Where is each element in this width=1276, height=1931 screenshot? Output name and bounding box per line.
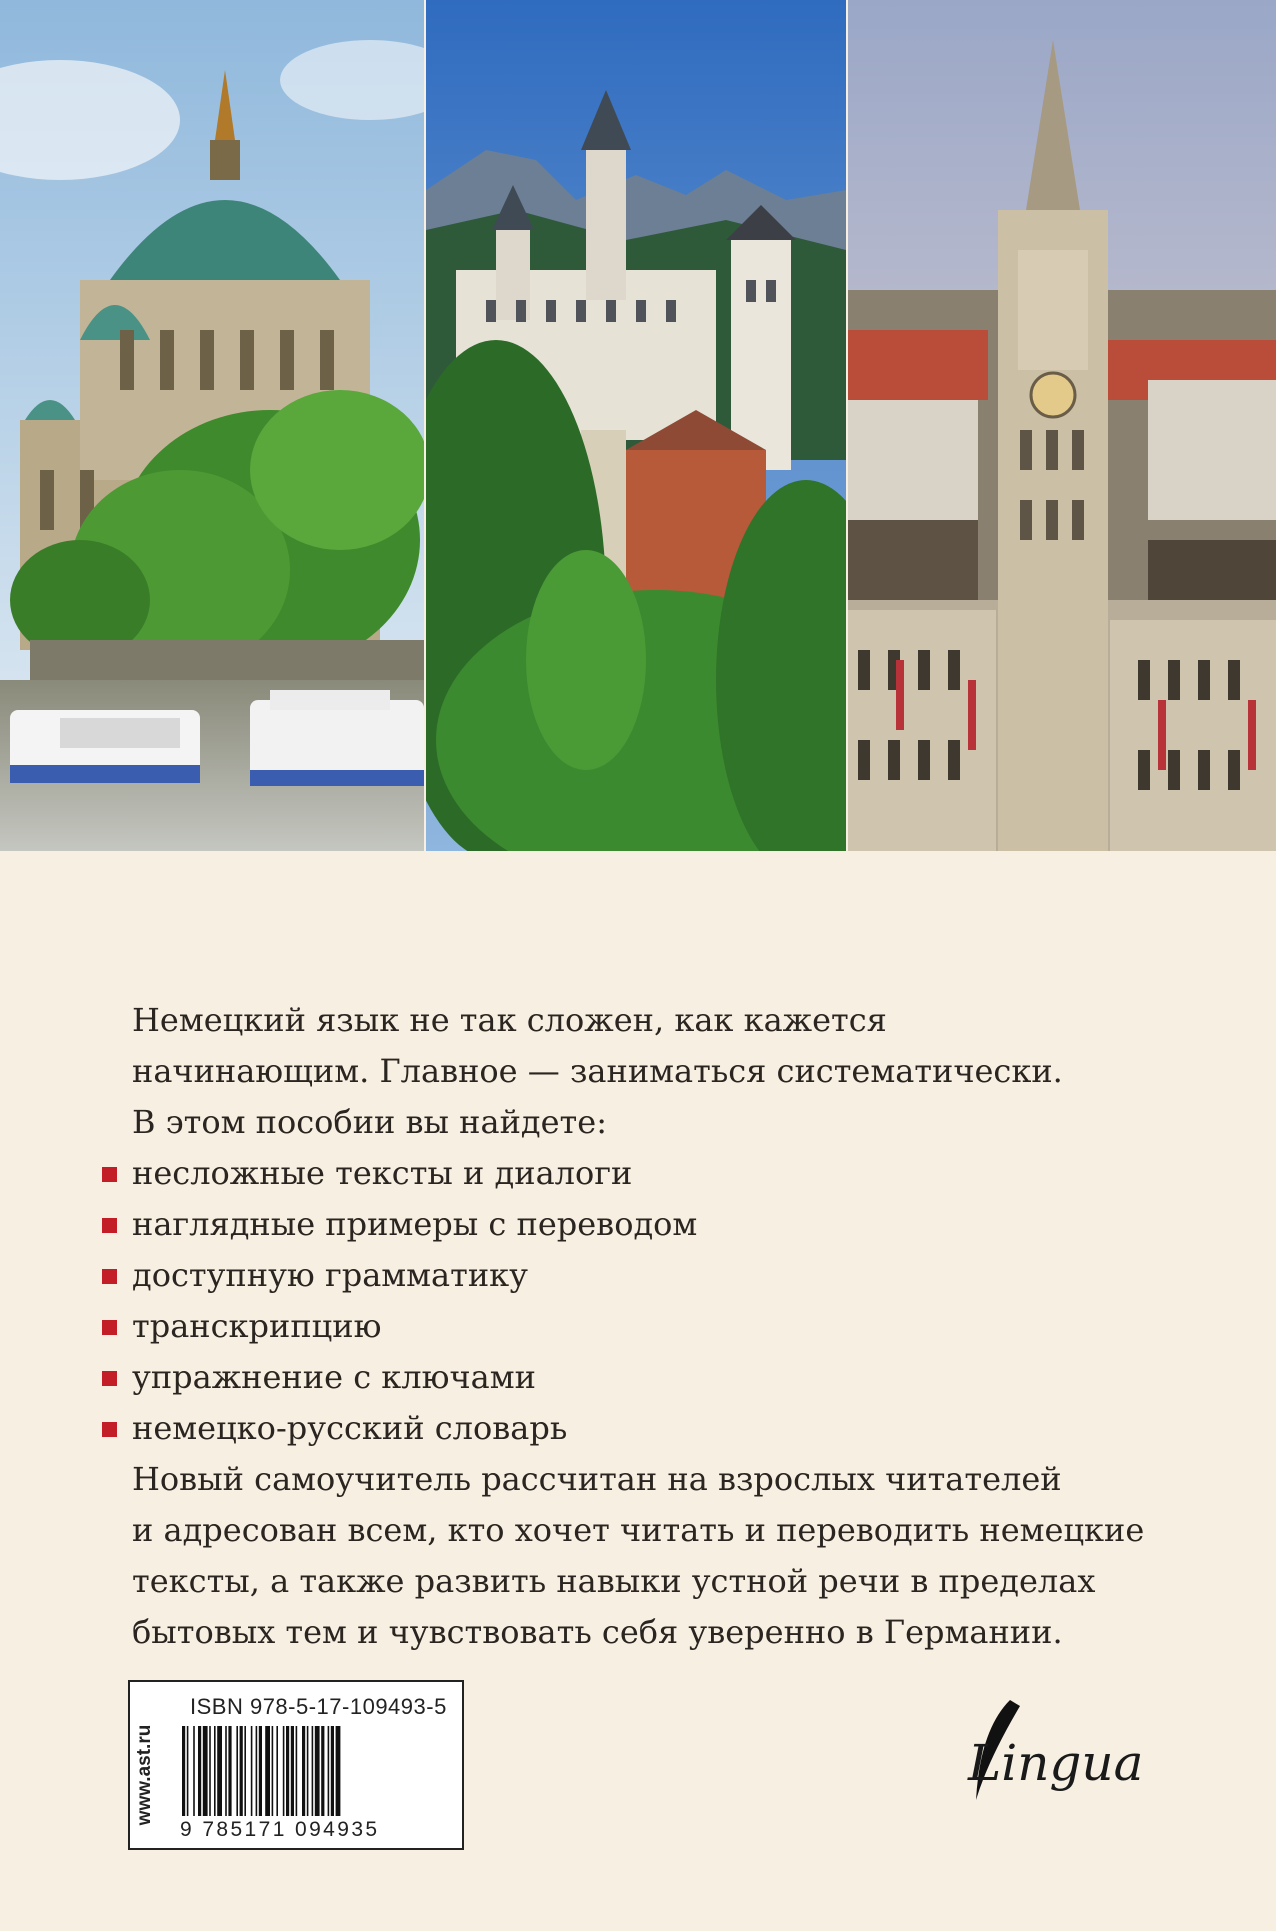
intro-line: начинающим. Главное — заниматься систематически. — [132, 1052, 1063, 1090]
photo-strip — [0, 0, 1276, 851]
feature-item: упражнение с ключами — [100, 1352, 1240, 1403]
logo-text: Lingua — [968, 1734, 1144, 1792]
feature-item: наглядные примеры с переводом — [100, 1199, 1240, 1250]
feature-item: несложные тексты и диалоги — [100, 1148, 1240, 1199]
feature-item: транскрипцию — [100, 1301, 1240, 1352]
lingua-logo — [940, 1690, 1200, 1820]
barcode-bars — [182, 1726, 432, 1816]
feature-item: немецко-русский словарь — [100, 1403, 1240, 1454]
photo-neuschwanstein-castle — [426, 0, 846, 851]
outro-line: бытовых тем и чувствовать себя уверенно в Германии. — [132, 1613, 1063, 1651]
barcode-digits: 9 785171 094935 — [180, 1818, 380, 1841]
feature-item: доступную грамматику — [100, 1250, 1240, 1301]
outro-line: тексты, а также развить навыки устной речи в пределах — [132, 1562, 1096, 1600]
intro-line: В этом пособии вы найдете: — [132, 1103, 607, 1141]
outro-line: и адресован всем, кто хочет читать и переводить немецкие — [132, 1511, 1145, 1549]
feature-list — [100, 1148, 1240, 1454]
photo-munich-town-hall — [848, 0, 1276, 851]
intro-line: Немецкий язык не так сложен, как кажется — [132, 1001, 887, 1039]
publisher-website: www.ast.ru — [134, 1724, 155, 1826]
isbn-number: ISBN 978-5-17-109493-5 — [190, 1694, 447, 1719]
description-block — [100, 995, 1240, 1658]
photo-berlin-cathedral — [0, 0, 424, 851]
outro-line: Новый самоучитель рассчитан на взрослых читателей — [132, 1460, 1062, 1498]
isbn-barcode-box — [128, 1680, 464, 1850]
